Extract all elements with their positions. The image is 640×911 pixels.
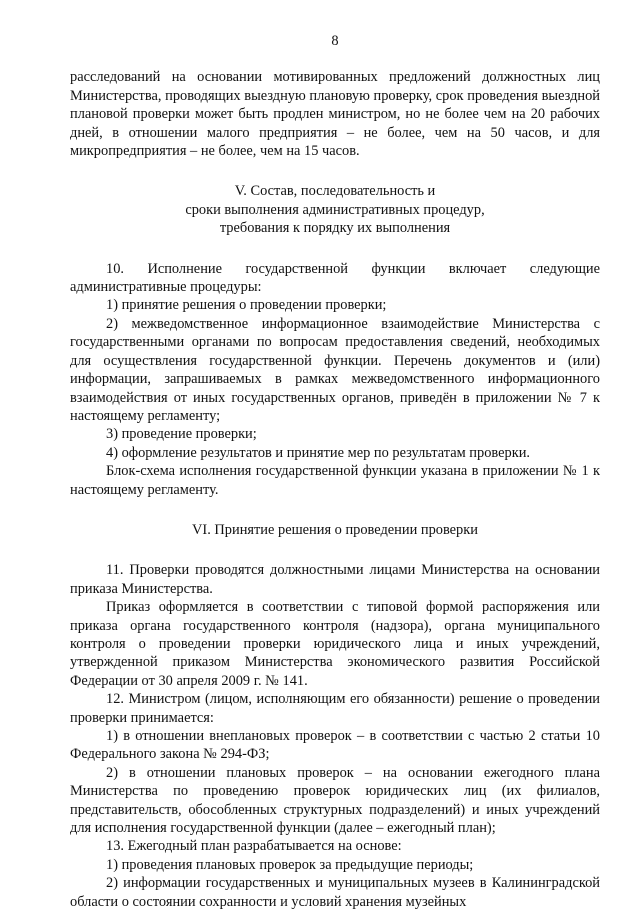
document-page bbox=[70, 32, 600, 911]
paragraph-12-item-2: 2) в отношении плановых проверок – на основании ежегодного плана Министерства по проведению проверок юридических лиц (их филиалов, представительств, обособленных структурных подразделений) и иных учреждений для исполнения государственной функции (далее – ежегодный план); bbox=[70, 764, 600, 837]
paragraph-10-flowchart-note: Блок-схема исполнения государственной функции указана в приложении № 1 к настоящему регламенту. bbox=[70, 463, 600, 498]
section-heading-v-line-2: сроки выполнения административных процедур, bbox=[185, 201, 485, 218]
paragraph-13-item-1: 1) проведения плановых проверок за предыдущие периоды; bbox=[106, 856, 474, 873]
section-heading-v bbox=[70, 182, 600, 237]
paragraph-10-item-1: 1) принятие решения о проведении проверки; bbox=[106, 297, 387, 314]
section-heading-vi bbox=[70, 521, 600, 539]
paragraph-continued: расследований на основании мотивированных предложений должностных лиц Министерства, проводящих выездную плановую проверку, срок проведения выездной плановой проверки может быть продлен министром, но не более чем на 20 рабочих дней, в отношении малого предприятия – не более, чем на 50 часов, и для микропредприятия – не более, чем на 15 часов. bbox=[70, 69, 600, 160]
paragraph-10: 10. Исполнение государственной функции включает следующие административные процедуры: bbox=[70, 260, 600, 296]
paragraph-12-item-1: 1) в отношении внеплановых проверок – в соответствии с частью 2 статьи 10 Федерального закона № 294-ФЗ; bbox=[70, 728, 600, 763]
page-number: 8 bbox=[331, 33, 339, 49]
section-heading-vi-line-1: VI. Принятие решения о проведении проверки bbox=[192, 521, 478, 538]
paragraph-12: 12. Министром (лицом, исполняющим его обязанности) решение о проведении проверки принимается: bbox=[70, 691, 600, 726]
paragraph-13: 13. Ежегодный план разрабатывается на основе: bbox=[106, 838, 402, 855]
paragraph-10-item-3: 3) проведение проверки; bbox=[106, 426, 257, 443]
paragraph-10-item-4: 4) оформление результатов и принятие мер по результатам проверки. bbox=[106, 444, 530, 461]
paragraph-11-order: Приказ оформляется в соответствии с типовой формой распоряжения или приказа органа государственного контроля (надзора), органа муниципального контроля о проведении проверки юридического лица и иных учреждений, утвержденной приказом Министерства экономического развития Российской Федерации от 30 апреля 2009 г. № 141. bbox=[70, 599, 600, 689]
section-heading-v-line-1: V. Состав, последовательность и bbox=[234, 183, 436, 200]
paragraph-10-item-2: 2) межведомственное информационное взаимодействие Министерства с государственными органами по вопросам предоставления сведений, необходимых для осуществления государственной функции. Перечень документов и (или) информации, запрашиваемых в рамках межведомственного информационного взаимодействия от иных государственных органов, приведён в приложении № 7 к настоящему регламенту; bbox=[70, 315, 600, 424]
paragraph-13-item-2: 2) информации государственных и муниципальных музеев в Калининградской области о состоянии сохранности и условий хранения музейных bbox=[70, 875, 600, 910]
paragraph-11: 11. Проверки проводятся должностными лицами Министерства на основании приказа Министерства. bbox=[70, 562, 600, 597]
section-heading-v-line-3: требования к порядку их выполнения bbox=[219, 220, 451, 237]
